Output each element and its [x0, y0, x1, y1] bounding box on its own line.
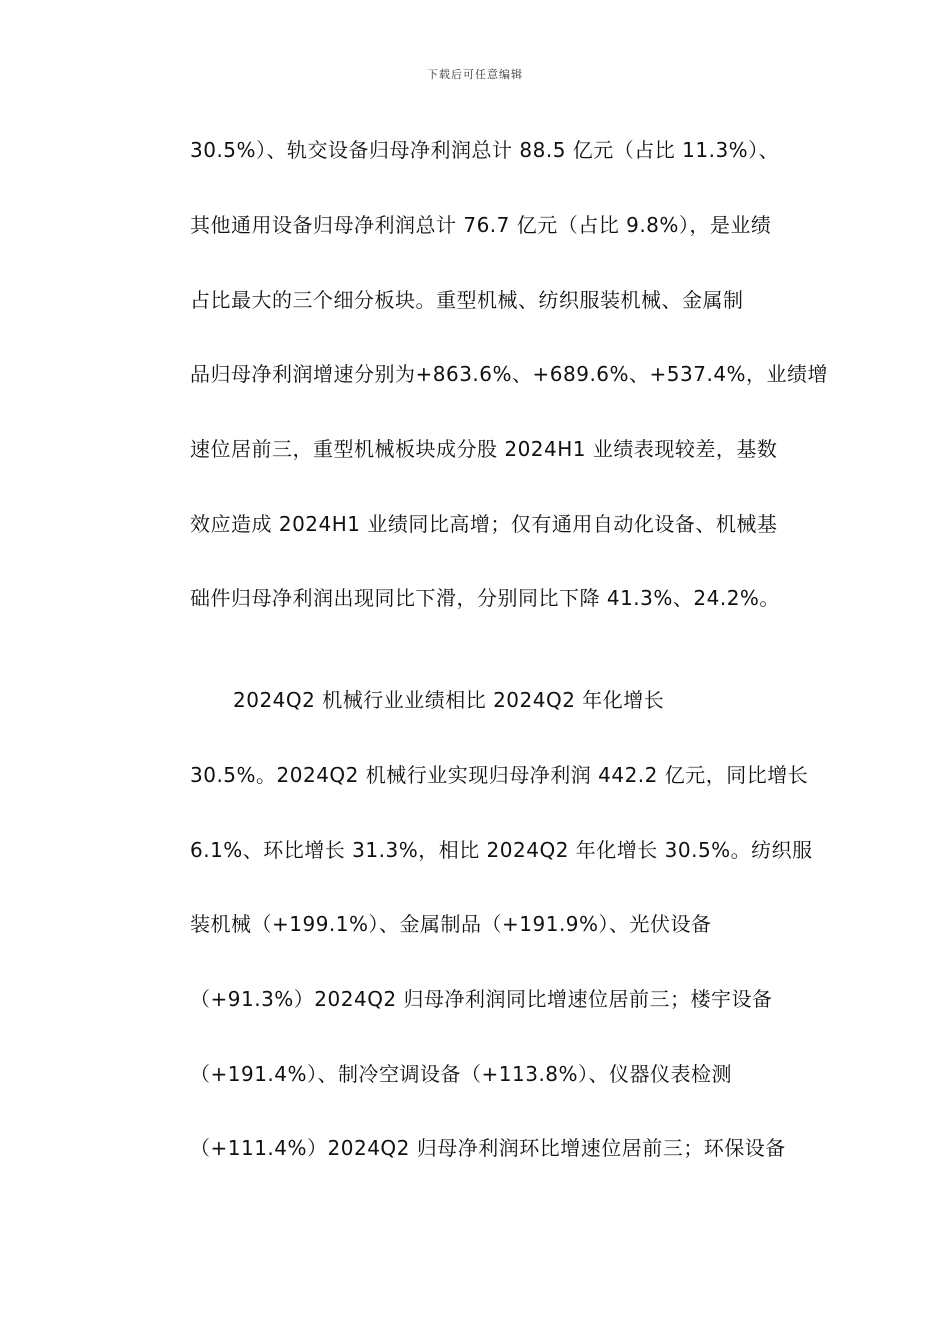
paragraph-1-line: 效应造成 2024H1 业绩同比高增；仅有通用自动化设备、机械基 — [190, 512, 778, 536]
paragraph-2-line: 6.1%、环比增长 31.3%，相比 2024Q2 年化增长 30.5%。纺织服 — [190, 838, 813, 862]
paragraph-1-line: 30.5%）、轨交设备归母净利润总计 88.5 亿元（占比 11.3%）、 — [190, 138, 780, 162]
paragraph-1-line: 品归母净利润增速分别为+863.6%、+689.6%、+537.4%，业绩增 — [190, 362, 829, 386]
page-header: 下载后可任意编辑 — [427, 68, 523, 81]
paragraph-2-line: 30.5%。2024Q2 机械行业实现归母净利润 442.2 亿元，同比增长 — [190, 763, 809, 787]
paragraph-2-line: （+91.3%）2024Q2 归母净利润同比增速位居前三；楼宇设备 — [190, 987, 773, 1011]
paragraph-1-line: 速位居前三，重型机械板块成分股 2024H1 业绩表现较差，基数 — [190, 437, 778, 461]
paragraph-1-line: 础件归母净利润出现同比下滑，分别同比下降 41.3%、24.2%。 — [190, 586, 780, 610]
paragraph-2-line: （+111.4%）2024Q2 归母净利润环比增速位居前三；环保设备 — [190, 1136, 786, 1160]
paragraph-1-line: 占比最大的三个细分板块。重型机械、纺织服装机械、金属制 — [190, 288, 744, 312]
paragraph-2-line: （+191.4%）、制冷空调设备（+113.8%）、仪器仪表检测 — [190, 1062, 733, 1086]
paragraph-2-line: 装机械（+199.1%）、金属制品（+191.9%）、光伏设备 — [190, 912, 712, 936]
section-heading: 2024Q2 机械行业业绩相比 2024Q2 年化增长 — [233, 688, 665, 712]
paragraph-1-line: 其他通用设备归母净利润总计 76.7 亿元（占比 9.8%），是业绩 — [190, 213, 772, 237]
